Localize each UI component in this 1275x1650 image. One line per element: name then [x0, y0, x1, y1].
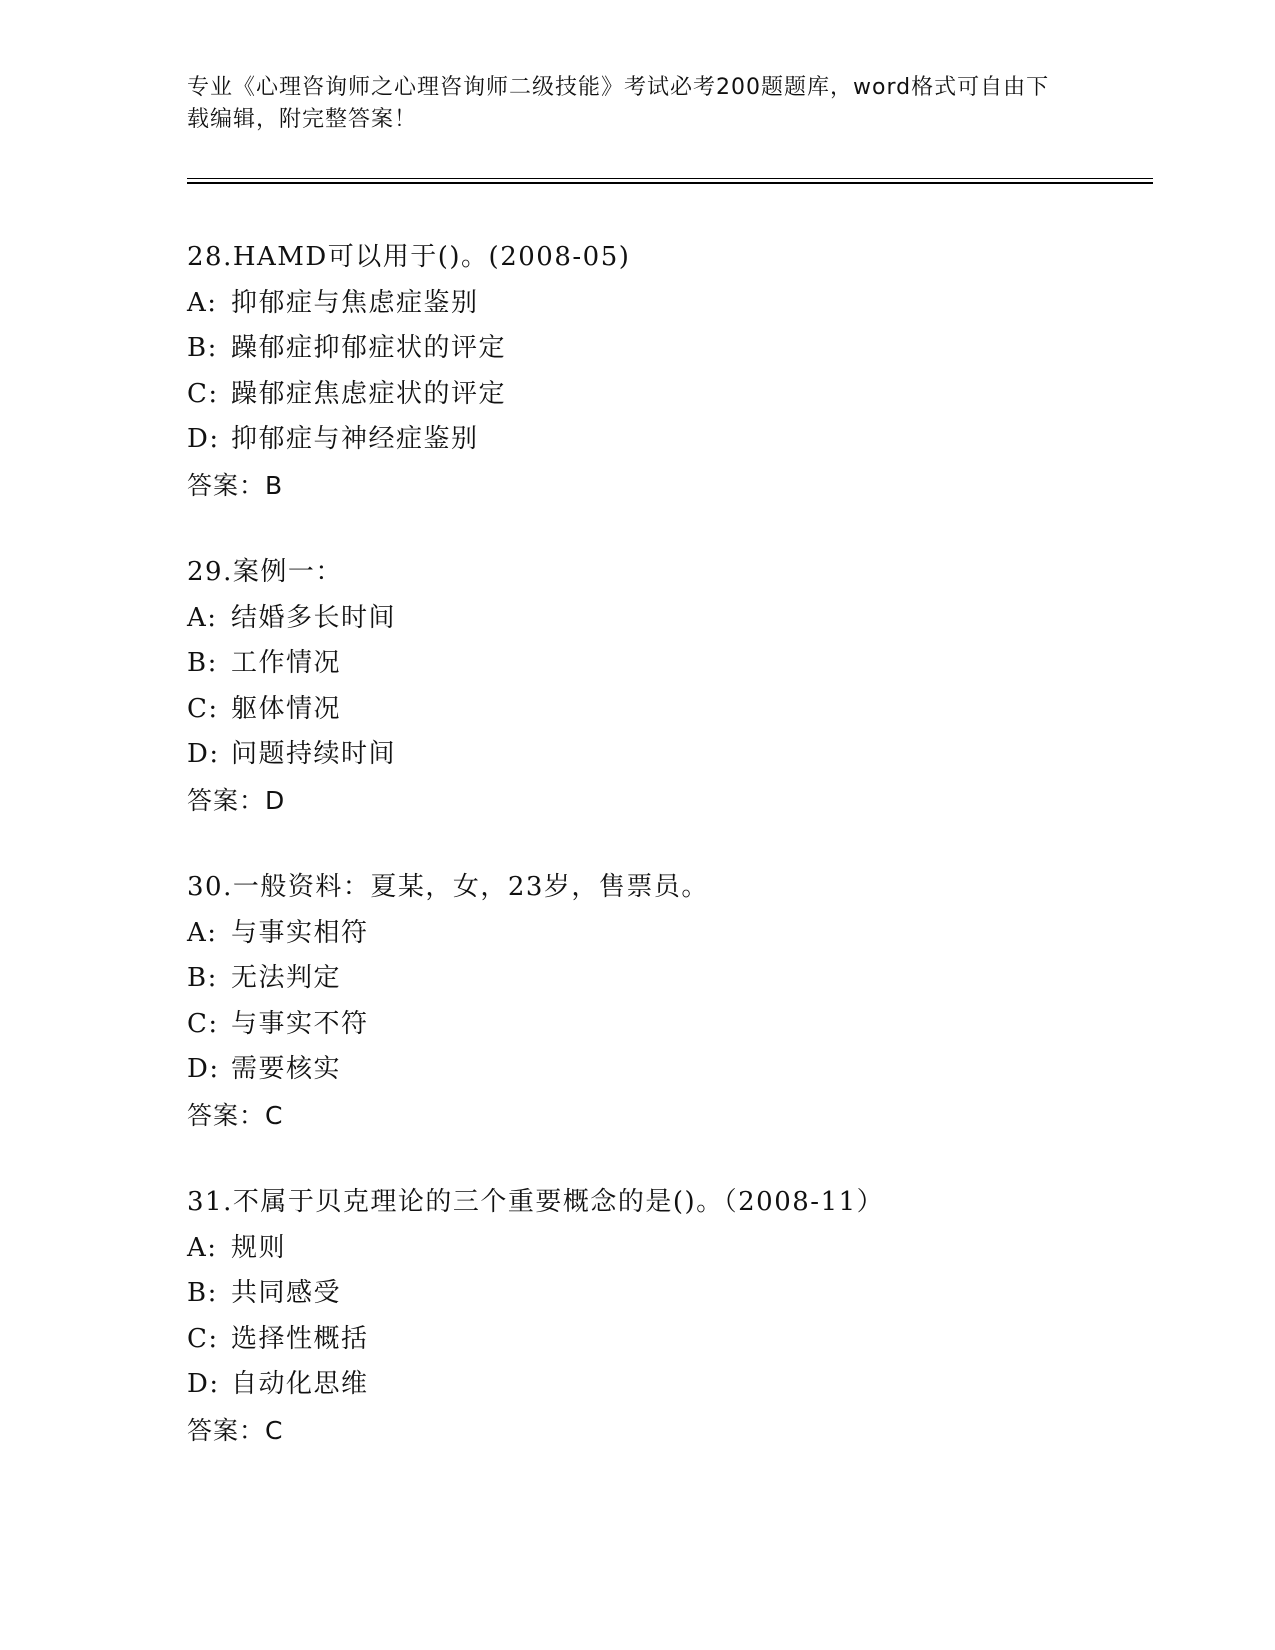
option-a [187, 911, 1153, 957]
option-a [187, 1226, 1153, 1272]
option-b [187, 1271, 1153, 1317]
option-b [187, 326, 1153, 372]
option-a [187, 596, 1153, 642]
option-c [187, 372, 1153, 418]
question-28 [187, 235, 1153, 508]
option-b [187, 956, 1153, 1002]
option-letter: D: [187, 424, 220, 454]
option-text: 结婚多长时间 [231, 602, 397, 633]
option-d [187, 732, 1153, 778]
option-letter: A: [187, 602, 218, 633]
question-stem: 29.案例一： [187, 557, 343, 587]
option-b [187, 641, 1153, 687]
question-list [187, 235, 1153, 1495]
option-letter: C: [187, 378, 219, 409]
option-text: 选择性概括 [231, 1323, 369, 1354]
option-letter: B: [187, 963, 218, 993]
option-letter: B: [187, 1278, 218, 1308]
option-text: 与事实不符 [231, 1008, 369, 1039]
option-text: 共同感受 [231, 1278, 342, 1308]
question-stem: 28.HAMD可以用于()。(2008-05) [187, 242, 631, 272]
question-31 [187, 1180, 1153, 1453]
option-text: 躯体情况 [231, 693, 342, 724]
header-divider-thin [187, 178, 1153, 179]
option-letter: D: [187, 1054, 220, 1084]
option-text: 抑郁症与神经症鉴别 [231, 424, 479, 454]
question-stem: 31.不属于贝克理论的三个重要概念的是()。（2008-11） [187, 1187, 885, 1217]
option-letter: D: [187, 1369, 220, 1399]
option-letter: D: [187, 739, 220, 769]
answer-line: 答案：C [187, 1415, 284, 1445]
option-c [187, 1002, 1153, 1048]
option-c [187, 1317, 1153, 1363]
option-text: 自动化思维 [231, 1369, 369, 1399]
option-d [187, 1047, 1153, 1093]
option-d [187, 1362, 1153, 1408]
answer-line: 答案：C [187, 1100, 284, 1130]
option-c [187, 687, 1153, 733]
answer-line: 答案：D [187, 785, 286, 815]
option-text: 无法判定 [231, 963, 342, 993]
question-29 [187, 550, 1153, 823]
option-a [187, 281, 1153, 327]
header-divider-thick [187, 182, 1153, 184]
option-letter: A: [187, 1232, 218, 1263]
option-text: 规则 [231, 1232, 287, 1263]
option-letter: A: [187, 287, 218, 318]
answer-line: 答案：B [187, 470, 284, 500]
question-30 [187, 865, 1153, 1138]
option-text: 躁郁症焦虑症状的评定 [231, 378, 507, 409]
option-text: 与事实相符 [231, 917, 369, 948]
option-letter: A: [187, 917, 218, 948]
option-letter: C: [187, 693, 219, 724]
option-text: 问题持续时间 [231, 739, 397, 769]
option-letter: B: [187, 648, 218, 678]
question-stem: 30.一般资料：夏某，女，23岁，售票员。 [187, 872, 709, 902]
option-d [187, 417, 1153, 463]
option-text: 抑郁症与焦虑症鉴别 [231, 287, 479, 318]
option-text: 需要核实 [231, 1054, 342, 1084]
option-text: 躁郁症抑郁症状的评定 [231, 333, 507, 363]
document-header-note: 专业《心理咨询师之心理咨询师二级技能》考试必考200题题库，word格式可自由下载编辑，附完整答案！ [187, 75, 1050, 132]
option-letter: B: [187, 333, 218, 363]
option-letter: C: [187, 1008, 219, 1039]
option-letter: C: [187, 1323, 219, 1354]
option-text: 工作情况 [231, 648, 342, 678]
